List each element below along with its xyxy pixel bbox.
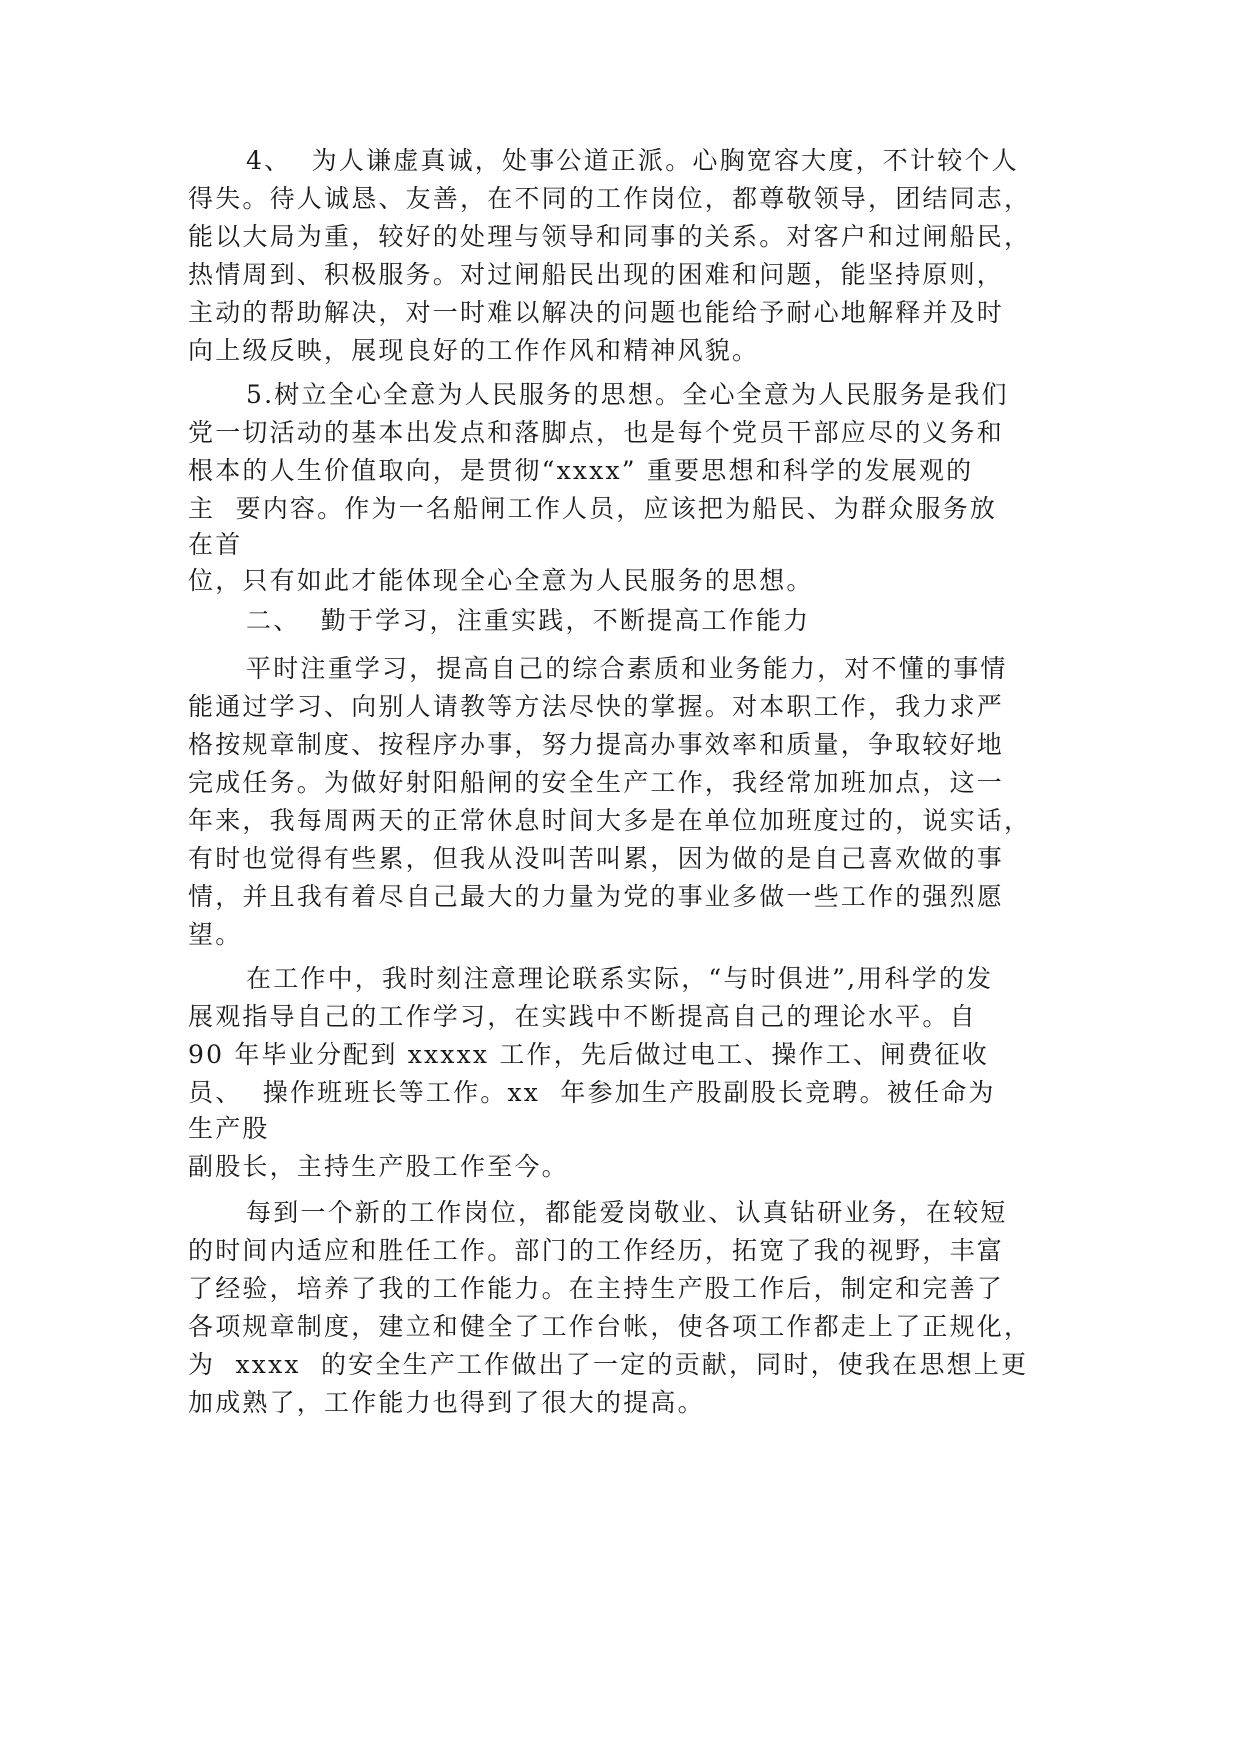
text-line: 生产股 — [188, 1114, 270, 1143]
text-line: 了经验，培养了我的工作能力。在主持生产股工作后，制定和完善了 — [188, 1274, 1005, 1303]
text-line: 根本的人生价值取向，是贯彻“xxxx” 重要思想和科学的发展观的 — [188, 456, 974, 485]
text-line: 为 xxxx 的安全生产工作做出了一定的贡献，同时，使我在思想上更 — [188, 1350, 1029, 1379]
text-line: 位，只有如此才能体现全心全意为人民服务的思想。 — [188, 566, 814, 595]
text-line: 能通过学习、向别人请教等方法尽快的掌握。对本职工作，我力求严 — [188, 692, 1005, 721]
text-line: 4、 为人谦虚真诚，处事公道正派。心胸宽容大度，不计较个人 — [246, 146, 1019, 175]
text-line: 向上级反映，展现良好的工作作风和精神风貌。 — [188, 336, 760, 365]
text-line: 能以大局为重，较好的处理与领导和同事的关系。对客户和过闸船民， — [188, 222, 1032, 251]
text-line: 在工作中，我时刻注意理论联系实际，“与时俱进”,用科学的发 — [246, 964, 994, 993]
text-line: 主 要内容。作为一名船闸工作人员，应该把为船民、为群众服务放 — [188, 494, 998, 523]
text-line: 平时注重学习，提高自己的综合素质和业务能力，对不懂的事情 — [246, 654, 1008, 683]
text-line: 情，并且我有着尽自己最大的力量为党的事业多做一些工作的强烈愿 — [188, 882, 1005, 911]
text-line: 90 年毕业分配到 xxxxx 工作，先后做过电工、操作工、闸费征收 — [188, 1040, 989, 1069]
text-line: 的时间内适应和胜任工作。部门的工作经历，拓宽了我的视野，丰富 — [188, 1236, 1005, 1265]
text-line: 格按规章制度、按程序办事，努力提高办事效率和质量，争取较好地 — [188, 730, 1005, 759]
text-line: 展观指导自己的工作学习，在实践中不断提高自己的理论水平。自 — [188, 1002, 977, 1031]
text-line: 5.树立全心全意为人民服务的思想。全心全意为人民服务是我们 — [246, 380, 1009, 409]
text-line: 副股长，主持生产股工作至今。 — [188, 1152, 569, 1181]
text-line: 得失。待人诚恳、友善，在不同的工作岗位，都尊敬领导，团结同志， — [188, 184, 1032, 213]
text-line: 年来，我每周两天的正常休息时间大多是在单位加班度过的，说实话， — [188, 806, 1032, 835]
text-line: 党一切活动的基本出发点和落脚点，也是每个党员干部应尽的义务和 — [188, 418, 1005, 447]
section-heading: 二、 勤于学习，注重实践，不断提高工作能力 — [246, 606, 811, 635]
text-line: 在首 — [188, 530, 243, 559]
text-line: 员、 操作班班长等工作。xx 年参加生产股副股长竞聘。被任命为 — [188, 1078, 996, 1107]
text-line: 加成熟了，工作能力也得到了很大的提高。 — [188, 1388, 705, 1417]
text-line: 完成任务。为做好射阳船闸的安全生产工作，我经常加班加点，这一 — [188, 768, 1005, 797]
text-line: 主动的帮助解决，对一时难以解决的问题也能给予耐心地解释并及时 — [188, 298, 1005, 327]
text-line: 每到一个新的工作岗位，都能爱岗敬业、认真钻研业务，在较短 — [246, 1198, 1008, 1227]
text-line: 望。 — [188, 920, 243, 949]
text-line: 各项规章制度，建立和健全了工作台帐，使各项工作都走上了正规化， — [188, 1312, 1032, 1341]
text-line: 有时也觉得有些累，但我从没叫苦叫累，因为做的是自己喜欢做的事 — [188, 844, 1005, 873]
text-line: 热情周到、积极服务。对过闸船民出现的困难和问题，能坚持原则， — [188, 260, 1005, 289]
